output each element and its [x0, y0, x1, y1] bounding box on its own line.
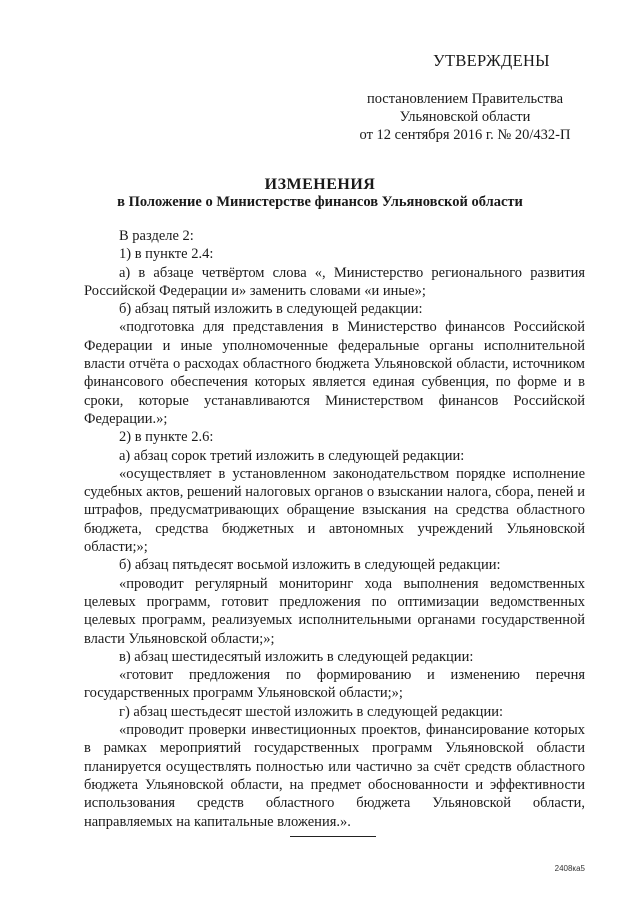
paragraph: в) абзац шестидесятый изложить в следующей редакции:	[119, 648, 474, 665]
document-code: 2408ка5	[554, 864, 585, 873]
paragraph: «проводит регулярный мониторинг хода выполнения ведомственных целевых программ, готовит предложения по оптимизации ведомственных целевых программ, реализуемых исполнительными органами государственной власти Ульяновской области;»;	[84, 575, 585, 647]
paragraph: б) абзац пятьдесят восьмой изложить в следующей редакции:	[119, 557, 501, 574]
approval-line: от 12 сентября 2016 г. № 20/432-П	[359, 127, 571, 143]
paragraph: 1) в пункте 2.4:	[119, 246, 214, 263]
approval-line: постановлением Правительства	[366, 91, 564, 107]
document-body	[84, 227, 585, 831]
paragraph: В разделе 2:	[119, 228, 194, 244]
paragraph: 2) в пункте 2.6:	[119, 429, 214, 446]
approval-reference	[345, 90, 585, 144]
approval-stamp-heading: УТВЕРЖДЕНЫ	[433, 51, 550, 70]
paragraph: «подготовка для представления в Министерство финансов Российской Федерации и иные уполномоченные федеральные органы исполнительной власти отчёта о расходах областного бюджета Ульяновской области, источником финансового обеспечения которых является единая субвенция, по форме и в сроки, которые устанавливаются Министерством финансов Российской Федерации.»;	[84, 319, 585, 427]
paragraph: а) в абзаце четвёртом слова «, Министерство регионального развития Российской Федерации и» заменить словами «и иные»;	[84, 264, 585, 299]
end-separator-line	[290, 836, 376, 837]
paragraph: «проводит проверки инвестиционных проектов, финансирование которых в рамках мероприятий государственных программ Ульяновской области планируется осуществлять полностью или частично за счёт средств областного бюджета Ульяновской области, на предмет обоснованности и эффективности использования средств областного бюджета Ульяновской области, направляемых на капитальные вложения.».	[84, 722, 585, 830]
paragraph: г) абзац шестьдесят шестой изложить в следующей редакции:	[119, 703, 503, 720]
document-subtitle: в Положение о Министерстве финансов Ульяновской области	[117, 194, 523, 210]
paragraph: б) абзац пятый изложить в следующей редакции:	[119, 301, 423, 318]
document-title: ИЗМЕНЕНИЯ	[264, 176, 376, 193]
approval-line: Ульяновской области	[399, 109, 531, 125]
paragraph: «осуществляет в установленном законодательством порядке исполнение судебных актов, решений налоговых органов о взыскании налога, сбора, пеней и штрафов, предусматривающих обращение взыскания на средства областного бюджета, средства бюджетных и автономных учреждений Ульяновской области;»;	[84, 465, 585, 556]
paragraph: «готовит предложения по формированию и изменению перечня государственных программ Ульяновской области;»;	[84, 667, 585, 702]
paragraph: а) абзац сорок третий изложить в следующей редакции:	[119, 447, 465, 464]
